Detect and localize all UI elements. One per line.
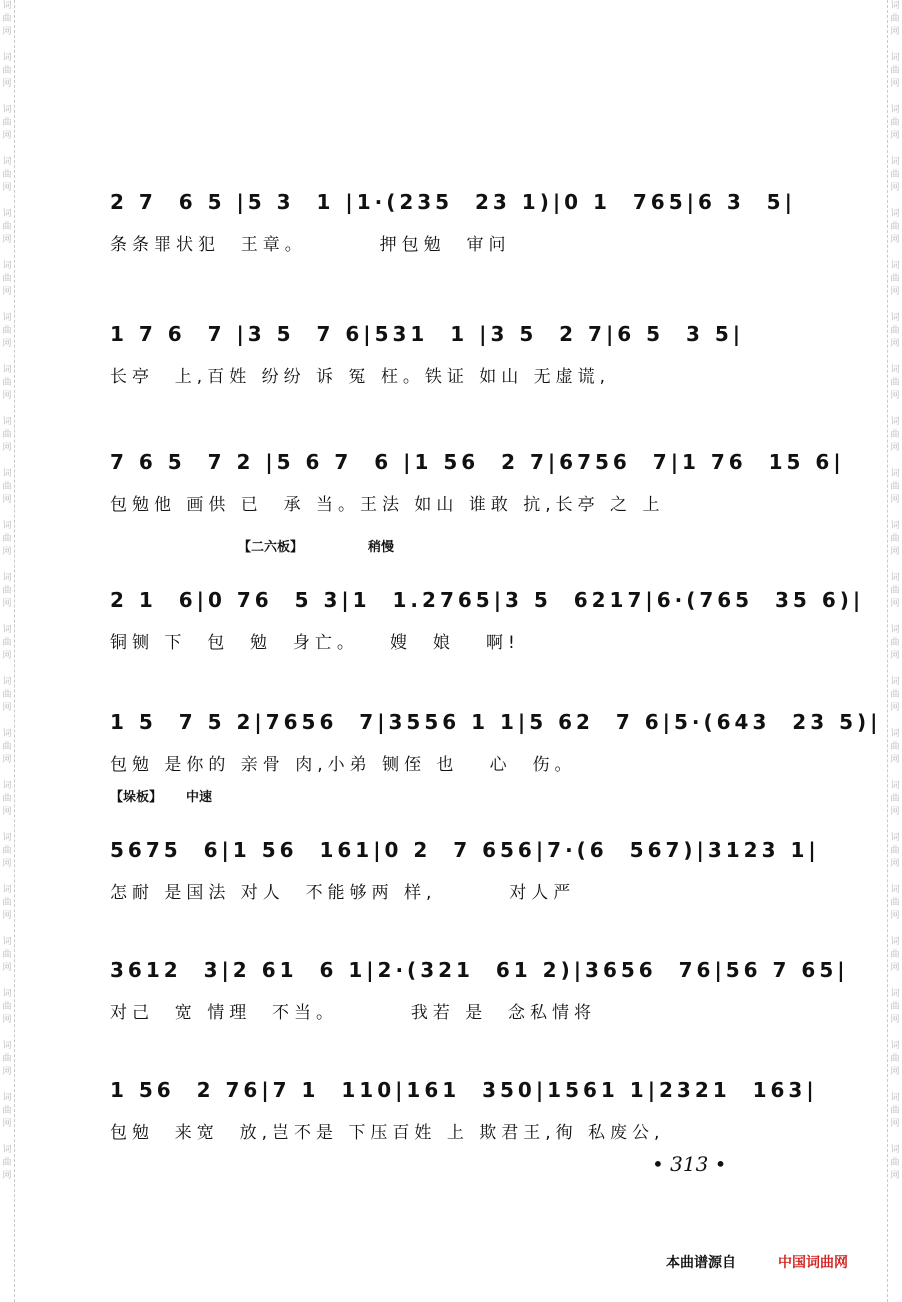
notation-line: 1 56 2 76|7 1 110|161 350|1561 1|2321 163| xyxy=(110,1078,818,1102)
footer-site-link[interactable]: 中国词曲网 xyxy=(778,1255,848,1271)
notation-line: 7 6 5 7 2 |5 6 7 6 |1 56 2 7|6756 7|1 76 15 6| xyxy=(110,450,845,474)
notation-line: 3612 3|2 61 6 1|2·(321 61 2)|3656 76|56 7 65| xyxy=(110,958,849,982)
lyrics-line: 铜铡 下 包 勉 身亡。 嫂 娘 啊! xyxy=(110,633,520,653)
footer-source-text: 本曲谱源自 xyxy=(666,1255,736,1271)
notation-line: 1 5 7 5 2|7656 7|3556 1 1|5 62 7 6|5·(643 23 5)| xyxy=(110,710,882,734)
lyrics-line: 包勉他 画供 已 承 当。王法 如山 谁敢 抗,长亭 之 上 xyxy=(110,495,665,515)
page-number: • 313 • xyxy=(652,1152,727,1176)
section-label-tempo-mode: 【垛板】 xyxy=(110,790,163,805)
lyrics-line: 对己 宽 情理 不当。 我若 是 念私情将 xyxy=(110,1003,597,1023)
lyrics-line: 条条罪状犯 王章。 押包勉 审问 xyxy=(110,235,511,255)
lyrics-line: 包勉 是你的 亲骨 肉,小弟 铡侄 也 心 伤。 xyxy=(110,755,577,775)
lyrics-line: 包勉 来宽 放,岂不是 下压百姓 上 欺君王,徇 私废公, xyxy=(110,1123,665,1143)
notation-line: 5675 6|1 56 161|0 2 7 656|7·(6 567)|3123 1| xyxy=(110,838,820,862)
section-label-tempo-mode: 【二六板】 xyxy=(238,540,304,555)
lyrics-line: 怎耐 是国法 对人 不能够两 样, 对人严 xyxy=(110,883,576,903)
lyrics-line: 长亭 上,百姓 纷纷 诉 冤 枉。铁证 如山 无虚谎, xyxy=(110,367,611,387)
notation-line: 2 1 6|0 76 5 3|1 1.2765|3 5 6217|6·(765 35 6)| xyxy=(110,588,865,612)
right-watermark-strip: 词 曲 网 词 曲 网 词 曲 网 词 曲 网 词 曲 网 词 曲 网 词 曲 网 词 曲 网 词 曲 网 词 曲 网 词 曲 网 词 曲 网 词 曲 网 词 曲 网 词 曲 网 词 曲 网 词 曲 网 词 曲 网 词 曲 网 词 曲 网 词 曲 网 词 曲 网 词 曲 网 xyxy=(887,0,902,1302)
left-watermark-strip: 词 曲 网 词 曲 网 词 曲 网 词 曲 网 词 曲 网 词 曲 网 词 曲 网 词 曲 网 词 曲 网 词 曲 网 词 曲 网 词 曲 网 词 曲 网 词 曲 网 词 曲 网 词 曲 网 词 曲 网 词 曲 网 词 曲 网 词 曲 网 词 曲 网 词 曲 网 词 曲 网 xyxy=(0,0,15,1302)
tempo-marking: 稍慢 xyxy=(368,540,395,555)
tempo-marking: 中速 xyxy=(186,790,213,805)
notation-line: 2 7 6 5 |5 3 1 |1·(235 23 1)|0 1 765|6 3 5| xyxy=(110,190,796,214)
notation-line: 1 7 6 7 |3 5 7 6|531 1 |3 5 2 7|6 5 3 5| xyxy=(110,322,745,346)
